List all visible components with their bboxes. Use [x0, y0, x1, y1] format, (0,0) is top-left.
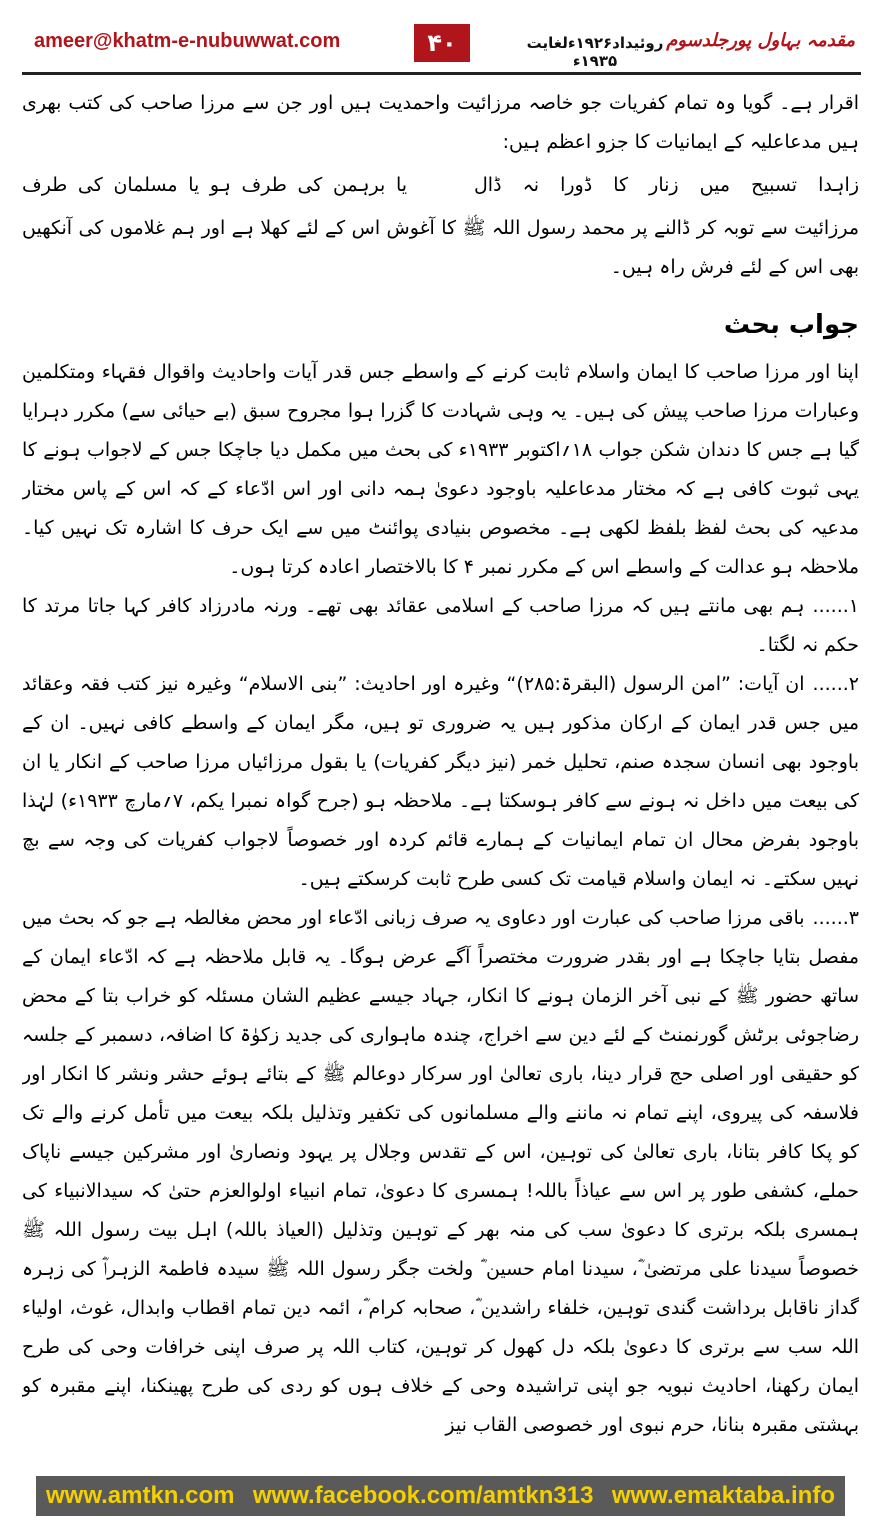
item-text: ہم بھی مانتے ہیں کہ مرزا صاحب کے اسلامی عقائد بھی تھے۔ ورنہ مادرزاد کافر کہا جاتا مرتد کا حکم نہ لگتا۔: [22, 595, 859, 656]
header-date-range: روئیداد۱۹۲۶ءلغایت ۱۹۳۵ء: [526, 34, 664, 70]
footer-link-amtkn[interactable]: www.amtkn.com: [46, 1482, 235, 1509]
list-item: [22, 665, 859, 899]
footer-link-facebook[interactable]: www.facebook.com/amtkn313: [252, 1482, 594, 1509]
book-title: مقدمہ بہاول پورجلدسوم: [666, 30, 855, 51]
section-paragraph: اپنا اور مرزا صاحب کا ایمان واسلام ثابت کرنے کے واسطے جس قدر آیات واحادیث واقوال فقہاء ومتکلمین وعبارات مرزا صاحب پیش کی ہیں۔ یہ وہی شہادت کا گزرا ہوا مجروح سبق (بے حیائی سے) مکرر دہرایا گیا ہے جس کا دندان شکن جواب ۱۸؍اکتوبر ۱۹۳۳ء کی بحث میں مکمل دیا جاچکا جس کے لاجواب ہونے کا یہی ثبوت کافی ہے کہ مختار مدعاعلیہ باوجود دعویٰ ہمہ دانی اور اس ادّعاء کے کہ اس کے پاس مختار مدعیہ کی بحث لفظ بلفظ لکھی ہے۔ مخصوص بنیادی پوائنٹ میں سے ایک حرف کا اشارہ تک نہیں کیا۔ ملاحظہ ہو عدالت کے واسطے اس کے مکرر نمبر ۴ کا بالاختصار اعادہ کرتا ہوں۔: [22, 361, 859, 578]
poem-second-line: یا برہمن کی طرف ہو یا مسلمان کی طرف: [22, 174, 408, 196]
header-divider: [22, 72, 861, 75]
list-item: [22, 587, 859, 665]
page-number: ۴۰: [414, 24, 470, 62]
after-poem-paragraph: مرزائیت سے توبہ کر ڈالنے پر محمد رسول اللہ ﷺ کا آغوش اس کے لئے کھلا ہے اور ہم غلاموں کی آنکھیں بھی اس کے لئے فرش راہ ہیں۔: [22, 217, 859, 278]
item-text: ان آیات: ”امن الرسول (البقرۃ:۲۸۵)“ وغیرہ اور احادیث: ”بنی الاسلام“ وغیرہ نیز کتب فقہ وعقائد میں جس قدر ایمان کے ارکان مذکور ہیں یہ ضروری تو ہیں، مگر ایمان کے واسطے کافی نہیں۔ ان کے باوجود بھی انسان سجدہ صنم، تحلیل خمر (نیز دیگر کفریات) یا بقول مرزائیاں مرزا صاحب کے انکار یا ان کی بیعت میں داخل نہ ہونے سے کافر ہوسکتا ہے۔ ملاحظہ ہو (جرح گواہ نمبرا یکم، ۷؍مارچ ۱۹۳۳ء) لہٰذا باوجود بفرض محال ان تمام ایمانیات کے ہمارے قائم کردہ اور خصوصاً لاجواب کفریات کی وجہ سے بچ نہیں سکتے۔ نہ ایمان واسلام قیامت تک کسی طرح ثابت کرسکتے ہیں۔: [22, 673, 859, 890]
footer-link-emaktaba[interactable]: www.emaktaba.info: [611, 1482, 835, 1509]
item-number: ۲......: [812, 673, 859, 695]
section-heading: جواب بحث: [723, 310, 859, 340]
item-number: ۱......: [812, 595, 859, 617]
item-text: باقی مرزا صاحب کی عبارت اور دعاوی یہ صرف زبانی ادّعاء اور محض مغالطہ ہے جو کہ بحث میں مفصل بتایا جاچکا ہے اور بقدر ضرورت مختصراً آگے عرض ہوگا۔ یہ قابل ملاحظہ ہے کہ ادّعاء ایمان کے ساتھ حضور ﷺ کے نبی آخر الزمان ہونے کا انکار، جہاد جیسے عظیم الشان مسئلہ کو خراب بتا کے محض رضاجوئی برٹش گورنمنٹ کے لئے دین سے اخراج، چندہ ماہواری کی جدید زکوٰۃ کا اضافہ، دسمبر کے جلسہ کو حقیقی اور اصلی حج قرار دینا، باری تعالیٰ اور سرکار دوعالم ﷺ کے بتائے ہوئے حشر ونشر کا انکار اور فلاسفہ کی پیروی، اپنے تمام نہ ماننے والے مسلمانوں کی تکفیر وتذلیل بلکہ بیعت میں تأمل کرنے والے تک کو پکا کافر بتانا، باری تعالیٰ کی توہین، اس کے تقدس وجلال پر یہود ونصاریٰ اور مشرکین جیسے ناپاک حملے، کشفی طور پر اس سے عیاذاً باللہ! ہمسری کا دعویٰ، تمام انبیاء اولوالعزم حتیٰ کہ سیدالانبیاء کی ہمسری بلکہ برتری کا دعویٰ سب کی منہ بھر کے توہین وتذلیل (العیاذ باللہ) اہل بیت رسول اللہ ﷺ خصوصاً سیدنا علی مرتضیٰ ؓ، سیدنا امام حسین ؓ ولخت جگر رسول اللہ ﷺ سیدہ فاطمۃ الزہراؓ کی زہرہ گداز ناقابل برداشت گندی توہین، خلفاء راشدین ؓ، صحابہ کرام ؓ، ائمہ دین تمام اقطاب وابدال، غوث، اولیاء اللہ سب سے برتری کا دعویٰ بلکہ دل کھول کر توہین، کتاب اللہ پر صرف اپنی خرافات وحی کی طرح ایمان رکھنا، احادیث نبویہ جو اپنی تراشیدہ وحی کے خلاف ہوں کو ردی کی طرح پھینکنا، اپنے مقبرہ کو بہشتی مقبرہ بنانا، حرم نبوی اور خصوصی القاب نیز: [22, 907, 859, 1436]
poem-first-line: زاہدا تسبیح میں زنار کا ڈورا نہ ڈال: [473, 174, 859, 196]
header-email[interactable]: ameer@khatm-e-nubuwwat.com: [34, 30, 341, 52]
page-header: [0, 0, 881, 74]
page-footer: [36, 1476, 845, 1516]
list-item: [22, 899, 859, 1445]
item-number: ۳......: [812, 907, 859, 929]
poem-couplet: [22, 166, 859, 205]
page-body: [22, 84, 859, 1466]
intro-paragraph: اقرار ہے۔ گویا وہ تمام کفریات جو خاصہ مرزائیت واحمدیت ہیں اور جن سے مرزا صاحب کی کتب بھری ہیں مدعاعلیہ کے ایمانیات کا جزو اعظم ہیں:: [22, 92, 859, 153]
